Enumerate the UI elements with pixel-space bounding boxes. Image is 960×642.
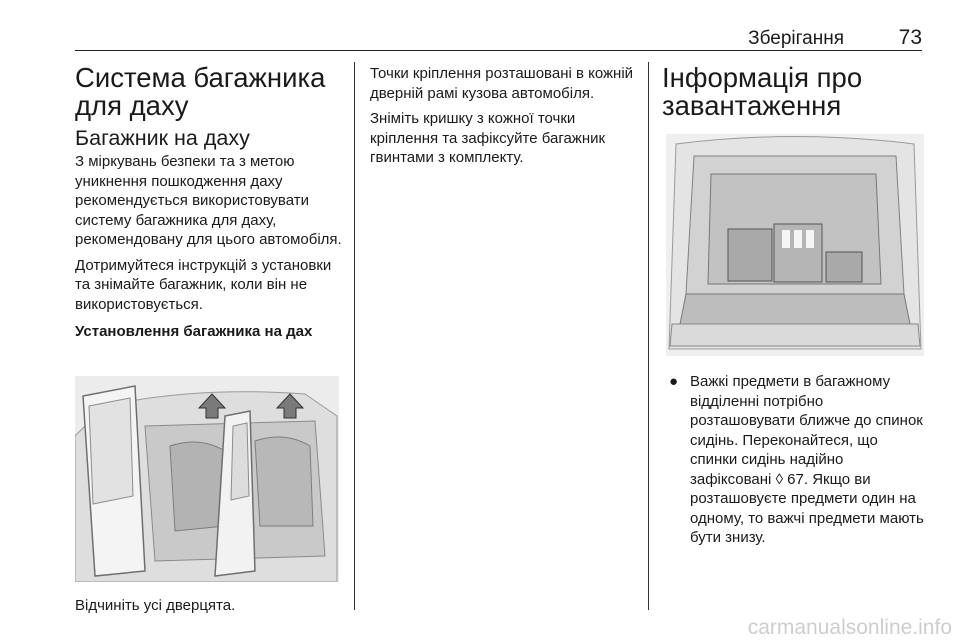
figure-open-doors [75,376,339,582]
page-number: 73 [898,26,922,49]
column-2 [370,64,635,174]
page-header [75,26,922,50]
bullet-dot: ● [669,373,679,390]
watermark: carmanualsonline.info [747,616,952,639]
paragraph-remove-cover: Зніміть кришку з кожної точки кріплення та зафіксуйте багажник гвинтами з комплекту. [370,110,606,166]
page-reference-number[interactable]: 67 [787,470,804,488]
column-3 [662,64,926,126]
page-reference-icon[interactable]: ◊ [775,470,783,488]
header-rule [75,50,922,51]
bullet-text: Важкі предмети в багажному відділенні потрібно розташовувати ближче до спинок сидінь. Переконайтеся, що спинки сидінь надійно зафіксовані [690,373,923,488]
figure-caption: Відчиніть усі дверцята. [75,597,236,614]
caption-block [75,596,347,622]
bullet-text-continued: . Якщо ви розташовуєте предмети один на одному, то важчі предмети мають бути знизу. [690,470,924,546]
paragraph-instructions: Дотримуйтеся інструкцій з установки та знімайте багажник, коли він не використовується. [75,256,332,313]
figure-cargo-area [666,134,924,356]
column-divider-1 [354,62,355,610]
list-item [662,372,926,548]
heading-installation: Установлення багажника на дах [75,323,313,340]
open-doors-illustration [75,376,339,582]
heading-roof-rack: Багажник на даху [75,126,250,150]
paragraph-mount-points: Точки кріплення розташовані в кожній дверній рамі кузова автомобіля. [370,65,634,102]
heading-roof-rack-system: Система багажника для даху [75,62,326,121]
cargo-area-illustration [666,134,924,356]
bullet-list [662,372,926,548]
paragraph-safety: З міркувань безпеки та з метою уникнення пошкодження даху рекомендується використовувати систему багажника для даху, рекомендовану для цього автомобіля. [75,153,342,248]
section-title: Зберігання [748,28,844,49]
heading-loading-info: Інформація про завантаження [662,62,863,121]
column-divider-2 [648,62,649,610]
column-1 [75,64,347,342]
